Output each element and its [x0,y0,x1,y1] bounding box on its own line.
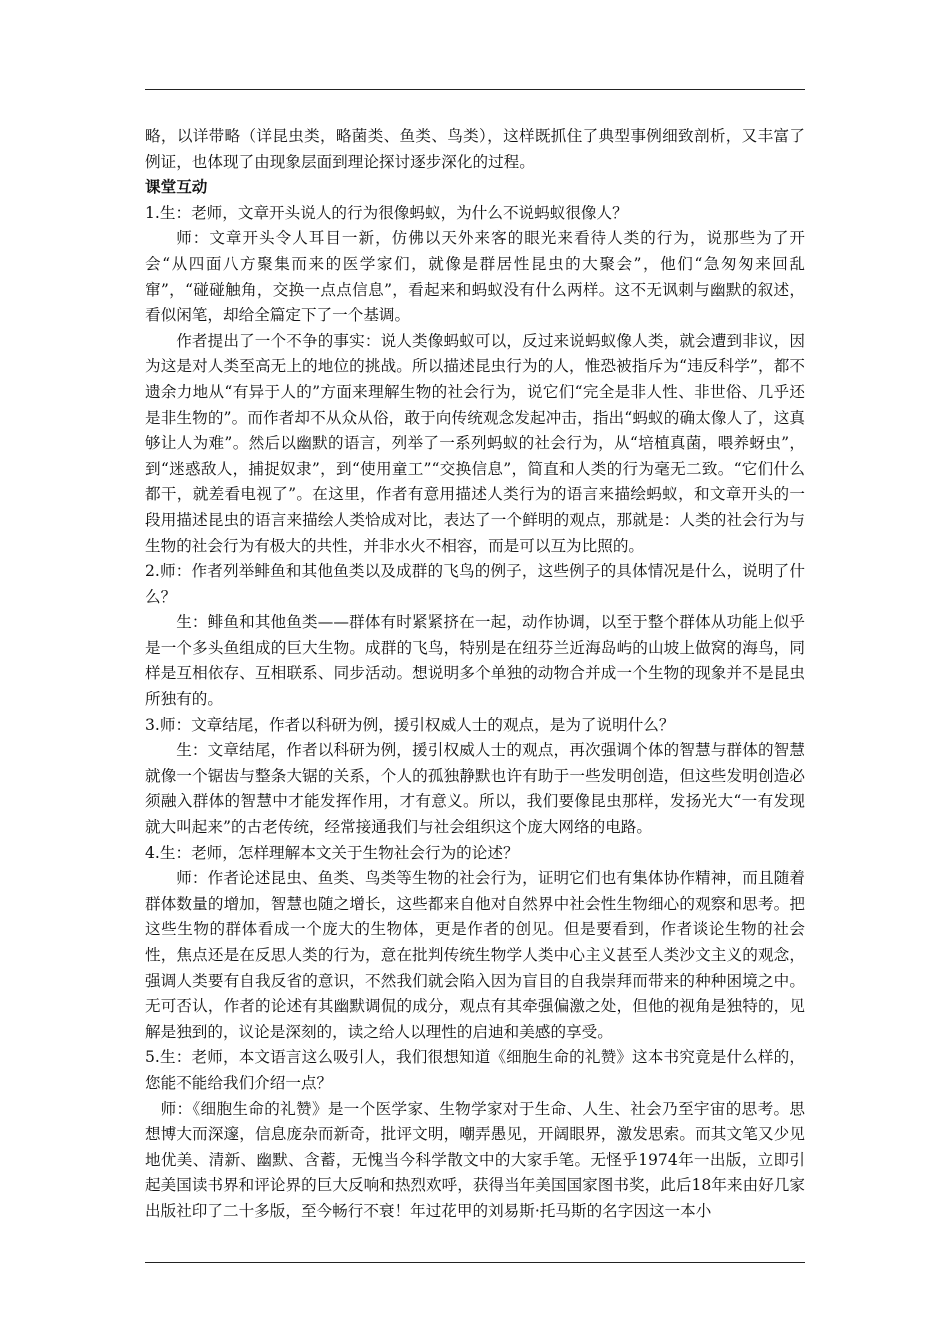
footer-rule [145,1262,805,1263]
answer-3: 生：文章结尾，作者以科研为例，援引权威人士的观点，再次强调个体的智慧与群体的智慧就像一个锯齿与整条大锯的关系，个人的孤独静默也许有助于一些发明创造，但这些发明创造必须融入群体的智慧中才能发挥作用，才有意义。所以，我们要像昆虫那样，发扬光大“一有发现就大叫起来”的古老传统，经常接通我们与社会组织这个庞大网络的电路。 [145,741,805,837]
answer-1a: 师：文章开头令人耳目一新，仿佛以天外来客的眼光来看待人类的行为，说那些为了开会“从四面八方聚集而来的医学家们，就像是群居性昆虫的大聚会”，他们“急匆匆来回乱窜”，“碰碰触角，交换一点点信息”，看起来和蚂蚁没有什么两样。这不无讽刺与幽默的叙述，看似闲笔，却给全篇定下了一个基调。 [145,229,805,325]
section-heading: 课堂互动 [145,178,208,197]
question-3: 3.师：文章结尾，作者以科研为例，援引权威人士的观点，是为了说明什么？ [145,715,675,734]
answer-4: 师：作者论述昆虫、鱼类、鸟类等生物的社会行为，证明它们也有集体协作精神，而且随着群体数量的增加，智慧也随之增长，这些都来自他对自然界中社会性生物细心的观察和思考。把这些生物的群体看成一个庞大的生物体，更是作者的创见。但是要看到，作者谈论生物的社会性，焦点还是在反思人类的行为，意在批判传统生物学人类中心主义甚至人类沙文主义的观念，强调人类要有自我反省的意识，不然我们就会陷入因为盲目的自我崇拜而带来的种种困境之中。无可否认，作者的论述有其幽默调侃的成分，观点有其牵强偏激之处，但他的视角是独特的，见解是独到的，议论是深刻的，读之给人以理性的启迪和美感的享受。 [145,869,805,1041]
question-5: 5.生：老师，本文语言这么吸引人，我们很想知道《细胞生命的礼赞》这本书究竟是什么样的，您能不能给我们介绍一点？ [145,1048,805,1092]
header-rule [145,89,805,90]
question-2: 2.师：作者列举鲱鱼和其他鱼类以及成群的飞鸟的例子，这些例子的具体情况是什么，说明了什么？ [145,562,805,606]
answer-5: 师：《细胞生命的礼赞》是一个医学家、生物学家对于生命、人生、社会乃至宇宙的思考。思想博大而深邃，信息庞杂而新奇，批评文明，嘲弄愚见，开阔眼界，激发思索。而其文笔又少见地优美、清新、幽默、含蓄，无愧当今科学散文中的大家手笔。无怪乎1974年一出版，立即引起美国读书界和评论界的巨大反响和热烈欢呼，获得当年美国国家图书奖，此后18年来由好几家出版社印了二十多版，至今畅行不衰！年过花甲的刘易斯·托马斯的名字因这一本小 [145,1099,805,1220]
answer-1b: 作者提出了一个不争的事实：说人类像蚂蚁可以，反过来说蚂蚁像人类，就会遭到非议，因为这是对人类至高无上的地位的挑战。所以描述昆虫行为的人，惟恐被指斥为“违反科学”，都不遗余力地从“有异于人的”方面来理解生物的社会行为，说它们“完全是非人性、非世俗、几乎还是非生物的”。而作者却不从众从俗，敢于向传统观念发起冲击，指出“蚂蚁的确太像人了，这真够让人为难”。然后以幽默的语言，列举了一系列蚂蚁的社会行为，从“培植真菌，喂养蚜虫”，到“迷惑敌人，捕捉奴隶”，到“使用童工”“交换信息”，简直和人类的行为毫无二致。“它们什么都干，就差看电视了”。在这里，作者有意用描述人类行为的语言来描绘蚂蚁，和文章开头的一段用描述昆虫的语言来描绘人类恰成对比，表达了一个鲜明的观点，那就是：人类的社会行为与生物的社会行为有极大的共性，并非水火不相容，而是可以互为比照的。 [145,331,805,555]
question-1: 1.生：老师，文章开头说人的行为很像蚂蚁，为什么不说蚂蚁很像人？ [145,203,628,222]
document-body [145,124,805,1225]
intro-paragraph: 略，以详带略（详昆虫类，略菌类、鱼类、鸟类），这样既抓住了典型事例细致剖析，又丰富了例证，也体现了由现象层面到理论探讨逐步深化的过程。 [145,127,805,171]
question-4: 4.生：老师，怎样理解本文关于生物社会行为的论述？ [145,843,519,862]
answer-2: 生：鲱鱼和其他鱼类——群体有时紧紧挤在一起，动作协调，以至于整个群体从功能上似乎是一个多头鱼组成的巨大生物。成群的飞鸟，特别是在纽芬兰近海岛屿的山坡上做窝的海鸟，同样是互相依存、互相联系、同步活动。想说明多个单独的动物合并成一个生物的现象并不是昆虫所独有的。 [145,613,805,709]
